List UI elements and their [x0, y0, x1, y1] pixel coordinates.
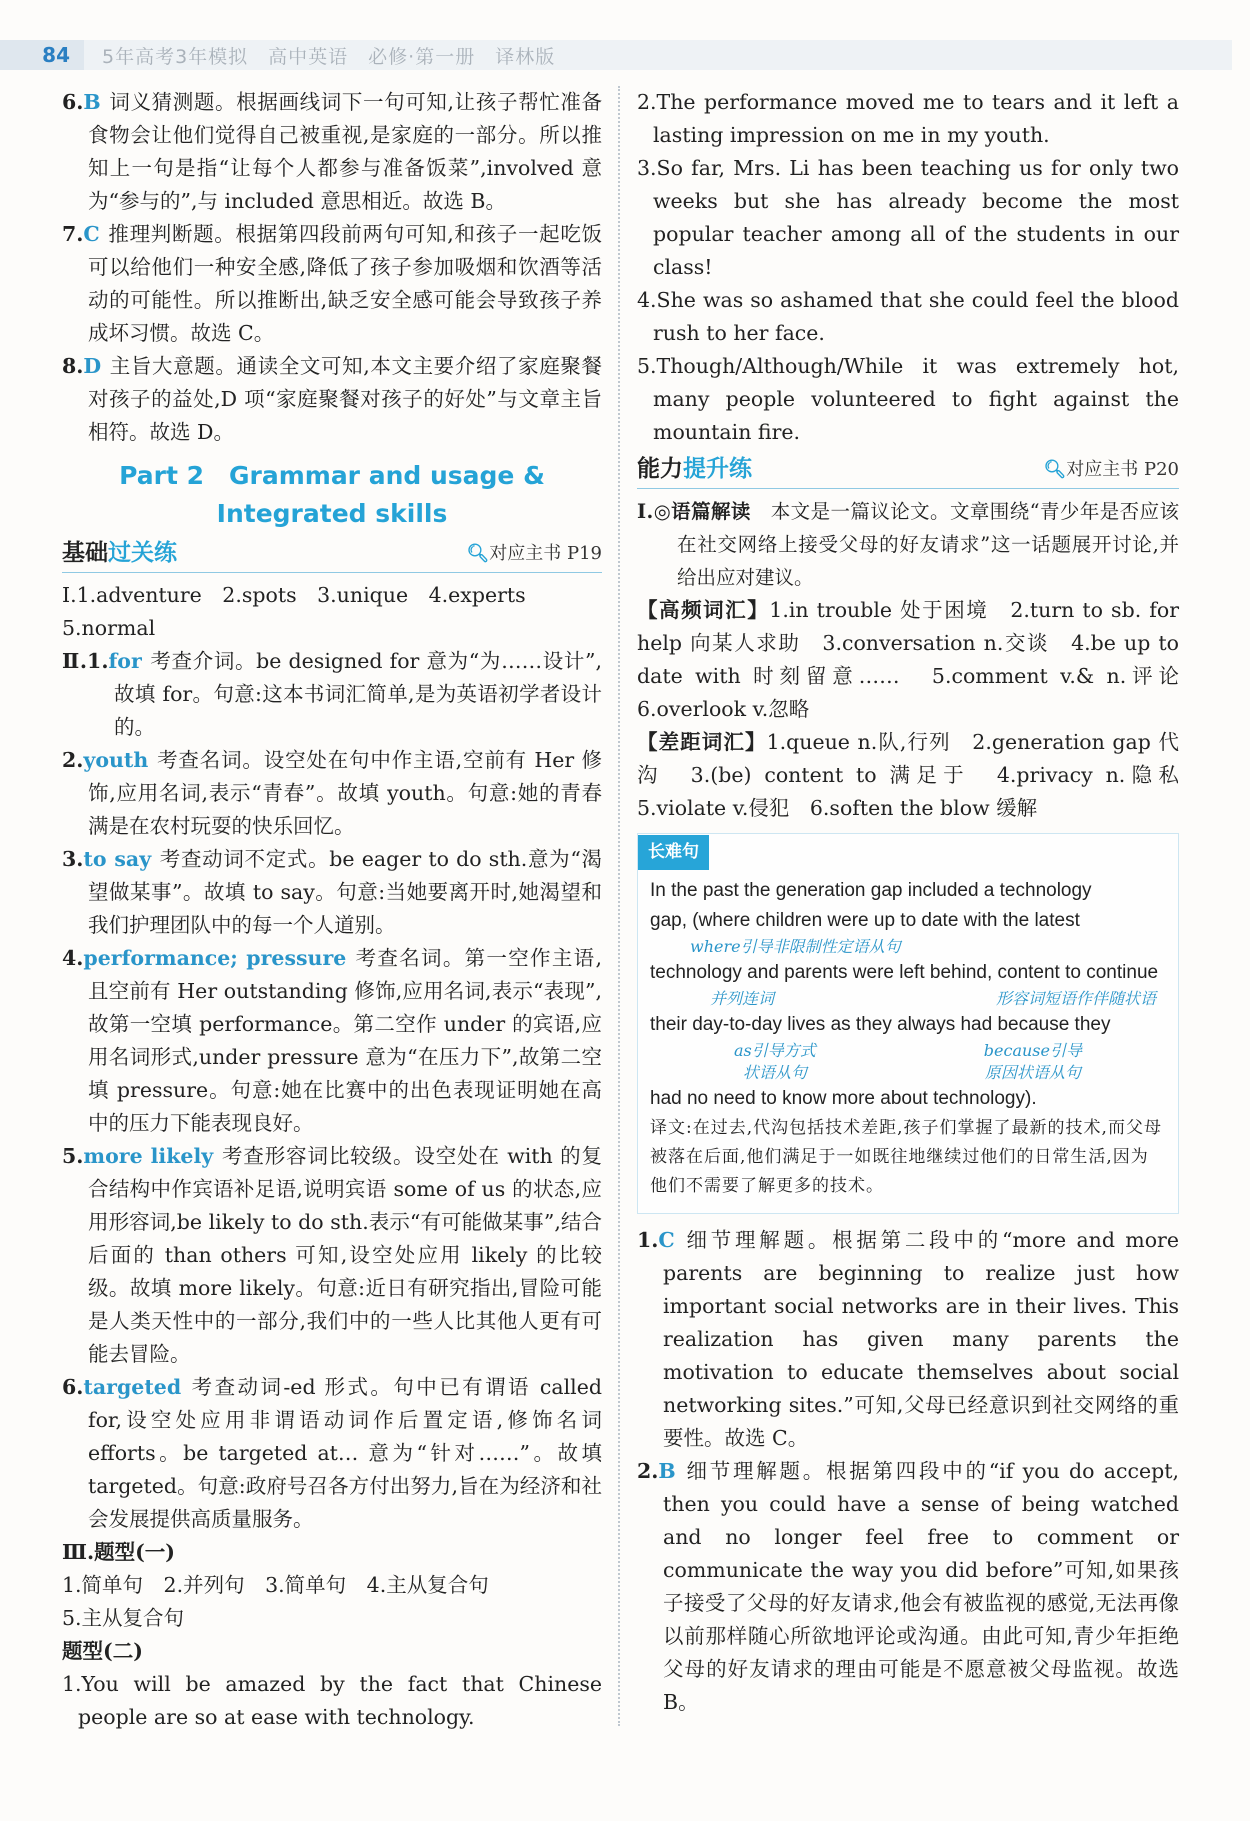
left-column	[62, 86, 602, 1734]
answer-item: Ⅱ.1.for 考查介词。be designed for 意为“为……设计”,故填 for。句意:这本书词汇简单,是为英语初学者设计的。	[62, 649, 602, 739]
answer-key: C	[658, 1228, 675, 1252]
column-divider	[618, 86, 620, 1726]
subheading: Ⅲ.题型(一)	[62, 1540, 176, 1564]
answer-item: 2.The performance moved me to tears and it left a lasting impression on me in my youth.	[637, 90, 1179, 147]
reading-summary: Ⅰ.◎语篇解读 本文是一篇议论文。文章围绕“青少年是否应该在社交网络上接受父母的好友请求”这一话题展开讨论,并给出应对建议。	[637, 500, 1179, 589]
vocab-high: 【高频词汇】1.in trouble 处于困境 2.turn to sb. for help 向某人求助 3.conversation n.交谈 4.be up to date with 时刻留意…… 5.comment v.& n.评论 6.overlook v.忽略	[637, 598, 1200, 721]
answer-item: 1.C 细节理解题。根据第二段中的“more and more parents are beginning to realize just how important social networks are in their lives. This realization has given many parents the motivation to educate themselves about social networking sites.”可知,父母已经意识到社交网络的重要性。故选 C。	[637, 1228, 1179, 1450]
subheading: 题型(二)	[62, 1639, 143, 1663]
section-heading: 基础过关练 🔍︎对应主书 P19	[62, 537, 602, 573]
answer-item: 8.D 主旨大意题。通读全文可知,本文主要介绍了家庭聚餐对孩子的益处,D 项“家庭聚餐对孩子的好处”与文章主旨相符。故选 D。	[62, 354, 602, 444]
answer-item: 6.targeted 考查动词-ed 形式。句中已有谓语 called for,设空处应用非谓语动词作后置定语,修饰名词 efforts。be targeted at… 意为“针对……”。故填 targeted。句意:政府号召各方付出努力,旨在为经济和社会发展提供高质量服务。	[62, 1375, 602, 1531]
answer-item: 4.She was so ashamed that she could feel the blood rush to her face.	[637, 288, 1179, 345]
answer-item: 2.B 细节理解题。根据第四段中的“if you do accept, then you could have a sense of being watched and no longer feel free to comment or communicate the way you did before”可知,如果孩子接受了父母的好友请求,他会有被监视的感觉,无法再像以前那样随心所欲地评论或沟通。由此可知,青少年拒绝父母的好友请求的理由可能是不愿意被父母监视。故选 B。	[637, 1459, 1179, 1714]
section-heading: 能力提升练 🔍︎对应主书 P20	[637, 453, 1179, 489]
right-column	[637, 86, 1200, 1719]
answer-item: 4.performance; pressure 考查名词。第一空作主语,且空前有 Her outstanding 修饰,应用名词,表示“表现”,故第一空填 performance。第二空作 under 的宾语,应用名词形式,under pressure 意为“在压力下”,故第二空填 pressure。句意:她在比赛中的出色表现证明她在高中的压力下能表现良好。	[62, 946, 602, 1135]
answer-item: 1.You will be amazed by the fact that Chinese people are so at ease with technology.	[62, 1672, 602, 1729]
book-title: 5年高考3年模拟 高中英语 必修·第一册 译林版	[102, 45, 556, 68]
exercise-line: Ⅰ.1.adventure 2.spots 3.unique 4.experts 5.normal	[62, 583, 547, 640]
answer-key: B	[658, 1459, 676, 1483]
page-header	[0, 40, 555, 70]
answer-item: 3.to say 考查动词不定式。be eager to do sth.意为“渴望做某事”。故填 to say。句意:当她要离开时,她渴望和我们护理团队中的每一个人道别。	[62, 847, 602, 937]
exercise-line: 1.简单句 2.并列句 3.简单句 4.主从复合句	[62, 1573, 489, 1597]
search-icon: 🔍︎	[1043, 459, 1067, 480]
search-icon: 🔍︎	[466, 543, 490, 564]
answer-item: 5.more likely 考查形容词比较级。设空处在 with 的复合结构中作宾语补足语,说明宾语 some of us 的状态,应用形容词,be likely to do sth.表示“有可能做某事”,结合后面的 than others 可知,设空处应用 likely 的比较级。故填 more likely。句意:近日有研究指出,冒险可能是人类天性中的一部分,我们中的一些人比其他人更有可能去冒险。	[62, 1144, 603, 1366]
answer-item: 3.So far, Mrs. Li has been teaching us for only two weeks but she has already become the most popular teacher among all of the students in our class!	[637, 156, 1179, 279]
answer-key: B	[83, 90, 101, 114]
answer-item: 5.Though/Although/While it was extremely hot, many people volunteered to fight against the mountain fire.	[637, 354, 1179, 444]
translation: 译文:在过去,代沟包括技术差距,孩子们掌握了最新的技术,而父母被落在后面,他们满足于一如既往地继续过他们的日常生活,因为他们不需要了解更多的技术。	[650, 1118, 1162, 1196]
answer-item: 6.B 词义猜测题。根据画线词下一句可知,让孩子帮忙准备食物会让他们觉得自己被重视,是家庭的一部分。所以推知上一句是指“让每个人都参与准备饭菜”,involved 意为“参与的”,与 included 意思相近。故选 B。	[62, 90, 602, 213]
exercise-line: 5.主从复合句	[62, 1606, 185, 1630]
page-number: 84	[0, 40, 84, 70]
answer-key: C	[83, 222, 100, 246]
long-sentence-box: 长难句 In the past the generation gap included a technology gap, (where children were up to date with the latest where引导非限制性定语从句 technology and parents were left behind, content to continue 并列连词 形容词短语作伴随状语 their day-to-day lives as they always had because they as引导方式 状语从句 because引导 原因状语从句 had no need to know more about technology). 译文:在过去,代沟包括技术差距,孩子们掌握了最新的技术,而父母被落在后面,他们满足于一如既往地继续过他们的日常生活,因为他们不需要了解更多的技术。	[637, 833, 1179, 1214]
vocab-gap: 【差距词汇】1.queue n.队,行列 2.generation gap 代沟 3.(be) content to 满足于 4.privacy n.隐私 5.violate v.侵犯 6.soften the blow 缓解	[637, 730, 1200, 820]
answer-item: 7.C 推理判断题。根据第四段前两句可知,和孩子一起吃饭可以给他们一种安全感,降低了孩子参加吸烟和饮酒等活动的可能性。所以推断出,缺乏安全感可能会导致孩子养成坏习惯。故选 C。	[62, 222, 602, 345]
long-sentence-tag: 长难句	[638, 835, 709, 870]
part-title: Part 2 Grammar and usage & Integrated skills	[119, 461, 545, 528]
answer-key: D	[83, 354, 102, 378]
answer-item: 2.youth 考查名词。设空处在句中作主语,空前有 Her 修饰,应用名词,表示“青春”。故填 youth。句意:她的青春满是在农村玩耍的快乐回忆。	[62, 748, 602, 838]
